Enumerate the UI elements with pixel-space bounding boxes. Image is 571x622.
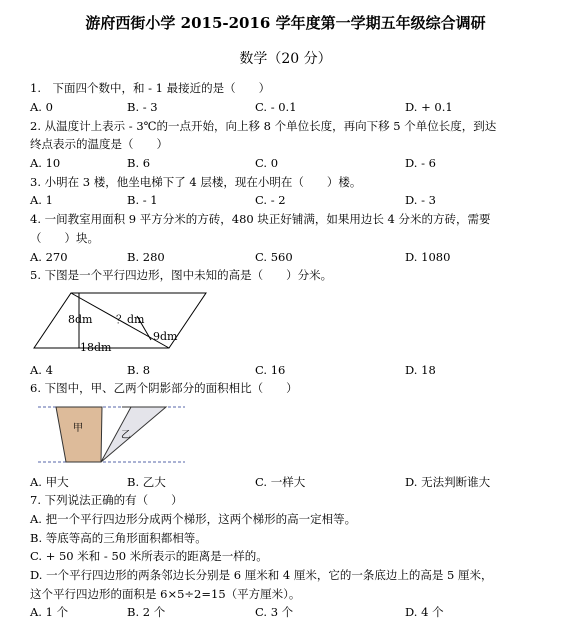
label-unknown-dm: ？dm: [116, 313, 145, 326]
question-7: 7. 下列说法正确的有（ ）: [30, 493, 183, 507]
q5-option-a: A. 4: [30, 363, 53, 377]
question-1: 1. 下面四个数中，和 - 1 最接近的是（ ）: [30, 81, 271, 95]
question-6: 6. 下图中，甲、乙两个阴影部分的面积相比（ ）: [30, 381, 298, 395]
label-8dm: 8dm: [68, 313, 93, 326]
q7-option-d: D. 4 个: [405, 605, 444, 619]
q2-option-c: C. 0: [255, 156, 279, 170]
question-4-line1: 4. 一间教室用面积 9 平方分米的方砖，480 块正好铺满，如果用边长 4 分米的方砖，需要: [30, 212, 491, 226]
q1-option-a: A. 0: [30, 100, 53, 114]
q7-option-b: B. 2 个: [127, 605, 166, 619]
q7-option-c: C. 3 个: [255, 605, 294, 619]
q7-statement-d-line1: D. 一个平行四边形的两条邻边长分别是 6 厘米和 4 厘米，它的一条底边上的高是 5 厘米，: [30, 568, 493, 582]
q3-option-b: B. - 1: [127, 193, 158, 207]
question-4-line2: （ ）块。: [30, 231, 99, 245]
q2-option-a: A. 10: [30, 156, 61, 170]
q2-option-d: D. - 6: [405, 156, 436, 170]
q2-option-b: B. 6: [127, 156, 151, 170]
q1-option-d: D. + 0.1: [405, 100, 453, 114]
page-title: 游府西街小学 2015-2016 学年度第一学期五年级综合调研: [85, 14, 486, 32]
label-yi: 乙: [121, 430, 131, 441]
q4-option-c: C. 560: [255, 250, 293, 264]
q7-statement-a: A. 把一个平行四边形分成两个梯形，这两个梯形的高一定相等。: [30, 512, 357, 526]
question-2-line1: 2. 从温度计上表示 - 3℃的一点开始，向上移 8 个单位长度，再向下移 5 个单位长度，到达: [30, 119, 497, 133]
q3-option-c: C. - 2: [255, 193, 286, 207]
q5-option-c: C. 16: [255, 363, 286, 377]
q6-option-b: B. 乙大: [127, 475, 166, 489]
q1-option-c: C. - 0.1: [255, 100, 297, 114]
label-jia: 甲: [73, 423, 83, 434]
region-jia: [56, 407, 102, 462]
question-5: 5. 下图是一个平行四边形，图中未知的高是（ ）分米。: [30, 268, 333, 282]
q7-option-a: A. 1 个: [30, 605, 69, 619]
q1-option-b: B. - 3: [127, 100, 158, 114]
q6-option-c: C. 一样大: [255, 475, 306, 489]
q4-option-b: B. 280: [127, 250, 165, 264]
question-2-line2: 终点表示的温度是（ ）: [30, 137, 168, 151]
page-subtitle: 数学（20 分）: [239, 51, 332, 67]
shaded-regions-figure: [30, 400, 190, 466]
q3-option-a: A. 1: [30, 193, 53, 207]
parallelogram-figure: [30, 288, 210, 356]
q6-option-a: A. 甲大: [30, 475, 69, 489]
question-3: 3. 小明在 3 楼，他坐电梯下了 4 层楼，现在小明在（ ）楼。: [30, 175, 362, 189]
q4-option-a: A. 270: [30, 250, 68, 264]
q7-statement-c: C. + 50 米和 - 50 米所表示的距离是一样的。: [30, 549, 268, 563]
q6-option-d: D. 无法判断谁大: [405, 475, 491, 489]
q5-option-b: B. 8: [127, 363, 151, 377]
q4-option-d: D. 1080: [405, 250, 451, 264]
label-18dm: 18dm: [80, 341, 112, 354]
q5-option-d: D. 18: [405, 363, 436, 377]
label-9dm: 9dm: [153, 330, 178, 343]
q7-statement-d-line2: 这个平行四边形的面积是 6×5÷2=15（平方厘米）。: [30, 587, 301, 601]
q3-option-d: D. - 3: [405, 193, 436, 207]
region-yi: [101, 407, 166, 462]
q7-statement-b: B. 等底等高的三角形面积都相等。: [30, 531, 207, 545]
